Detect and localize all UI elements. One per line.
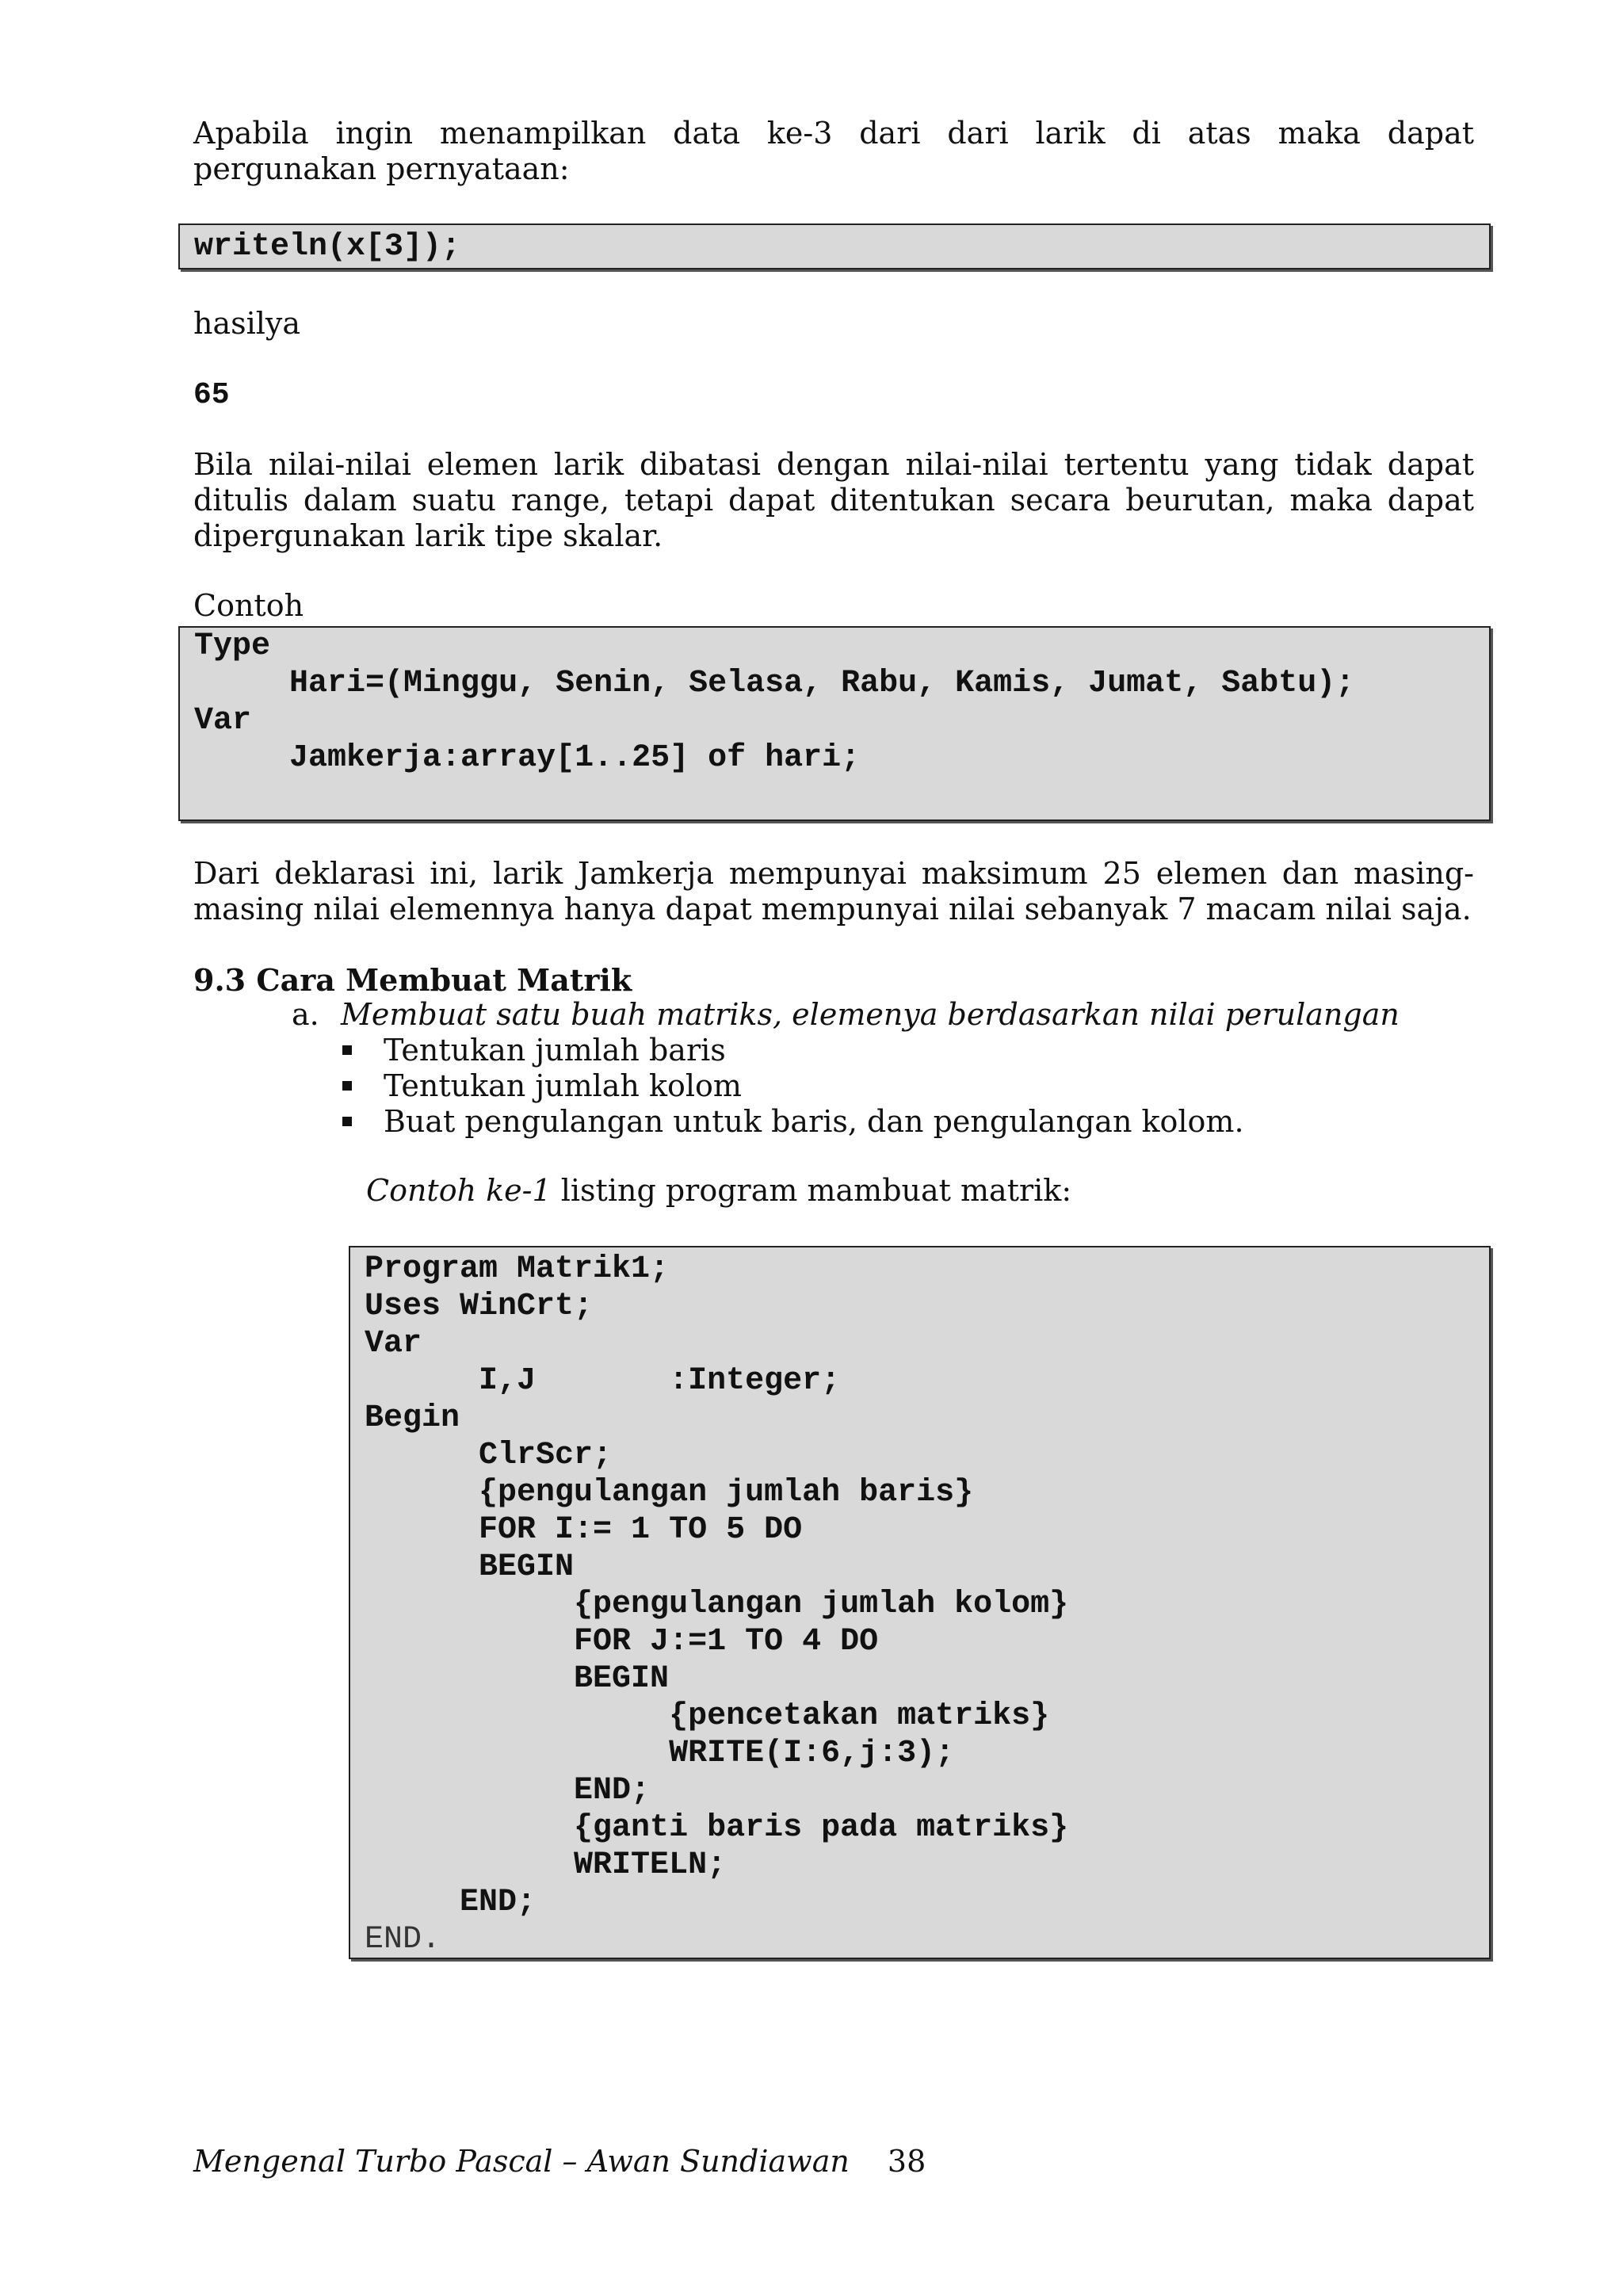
code-line: I,J :Integer;	[365, 1363, 841, 1399]
list-item	[342, 1104, 1244, 1140]
sub-item-marker: a.	[292, 997, 319, 1032]
example-label: Contoh	[193, 588, 304, 623]
code-box-writeln	[178, 223, 1491, 269]
list-item	[342, 1068, 1244, 1104]
code-line: writeln(x[3]);	[194, 229, 461, 265]
intro-paragraph: Apabila ingin menampilkan data ke-3 dari dari larik di atas maka dapat pergunakan pernyataan:	[193, 116, 1474, 186]
code-line: WRITE(I:6,j:3);	[365, 1736, 955, 1771]
code-line: FOR J:=1 TO 4 DO	[365, 1624, 879, 1660]
code-box-type-declaration	[178, 626, 1491, 821]
example-caption-rest: listing program mambuat matrik:	[551, 1173, 1072, 1208]
page-footer	[193, 2144, 926, 2179]
code-line: Var	[365, 1326, 422, 1362]
code-line: {pencetakan matriks}	[365, 1698, 1050, 1734]
scalar-paragraph: Bila nilai-nilai elemen larik dibatasi dengan nilai-nilai tertentu yang tidak dapat ditulis dalam suatu range, tetapi dapat ditentukan secara beurutan, maka dapat dipergunakan larik tipe skalar.	[193, 447, 1474, 553]
example-caption	[366, 1173, 1071, 1209]
list-item	[342, 1033, 1244, 1068]
code-line: Type	[194, 628, 271, 664]
code-line: Uses WinCrt;	[365, 1289, 594, 1324]
footer-title: Mengenal Turbo Pascal – Awan Sundiawan	[193, 2144, 850, 2179]
code-line: END;	[365, 1773, 651, 1809]
code-line: END;	[365, 1885, 537, 1920]
code-line: Begin	[365, 1400, 460, 1436]
square-bullet-icon	[342, 1045, 352, 1055]
code-line: ClrScr;	[365, 1438, 613, 1473]
explanation-paragraph: Dari deklarasi ini, larik Jamkerja mempunyai maksimum 25 elemen dan masing-masing nilai elemennya hanya dapat mempunyai nilai sebanyak 7 macam nilai saja.	[193, 856, 1474, 926]
section-heading: 9.3 Cara Membuat Matrik	[193, 962, 632, 998]
code-line: FOR I:= 1 TO 5 DO	[365, 1512, 803, 1548]
code-line: {pengulangan jumlah baris}	[365, 1475, 974, 1511]
code-line: {ganti baris pada matriks}	[365, 1810, 1069, 1846]
code-line: BEGIN	[365, 1661, 670, 1697]
code-block	[365, 1251, 1068, 1958]
code-line: {pengulangan jumlah kolom}	[365, 1587, 1069, 1622]
sub-item-a	[292, 997, 1480, 1033]
code-line-end: END.	[365, 1922, 441, 1958]
code-block	[194, 628, 1354, 777]
code-box-program-matrik	[349, 1246, 1491, 1959]
result-value: 65	[193, 378, 230, 412]
example-caption-italic: Contoh ke-1	[366, 1173, 552, 1208]
sub-item-text: Membuat satu buah matriks, elemenya berdasarkan nilai perulangan	[341, 997, 1400, 1032]
code-line: Program Matrik1;	[365, 1251, 670, 1287]
list-item-text: Tentukan jumlah kolom	[384, 1068, 742, 1103]
bullet-list	[342, 1033, 1244, 1140]
code-line: Jamkerja:array[1..25] of hari;	[194, 740, 861, 776]
list-item-text: Tentukan jumlah baris	[384, 1033, 726, 1068]
page-number: 38	[887, 2144, 926, 2179]
square-bullet-icon	[342, 1081, 352, 1091]
code-line: WRITELN;	[365, 1847, 727, 1883]
square-bullet-icon	[342, 1117, 352, 1126]
code-line: BEGIN	[365, 1549, 575, 1585]
code-line: Hari=(Minggu, Senin, Selasa, Rabu, Kamis, Jumat, Sabtu);	[194, 666, 1355, 701]
list-item-text: Buat pengulangan untuk baris, dan pengulangan kolom.	[384, 1104, 1244, 1139]
code-line: Var	[194, 703, 252, 739]
result-label: hasilya	[193, 306, 301, 341]
